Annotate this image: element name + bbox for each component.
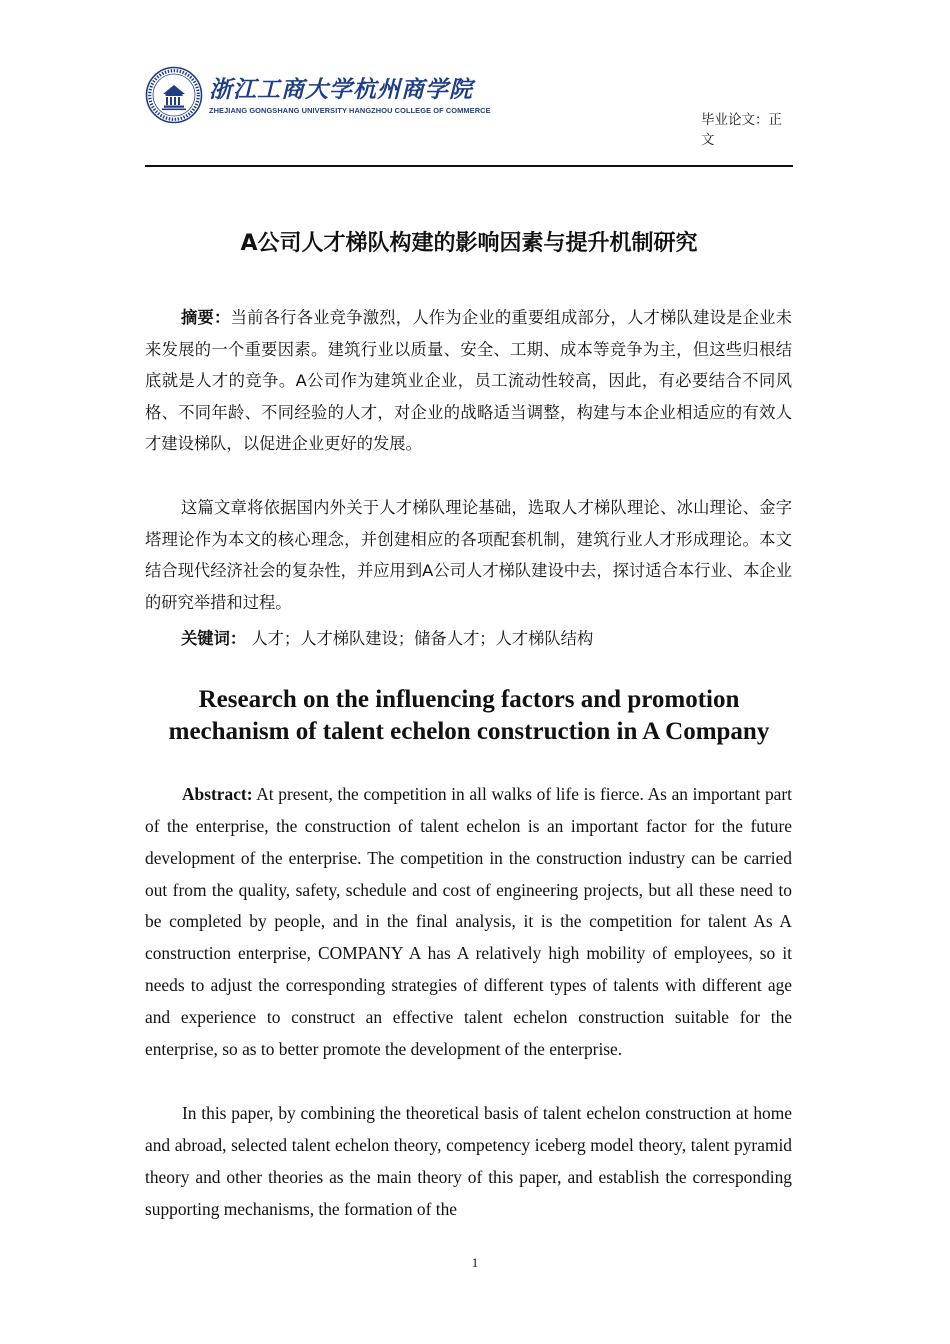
logo-name-en: ZHEJIANG GONGSHANG UNIVERSITY HANGZHOU COLLEGE OF COMMERCE (209, 106, 491, 115)
header-divider (145, 165, 793, 167)
page-number: 1 (471, 1255, 479, 1270)
thesis-label-text: 毕业论文：正文 (701, 112, 782, 148)
keywords-cn-label: 关键词： (181, 629, 247, 648)
abstract-cn-paragraph-1 (145, 302, 792, 460)
paper-title-en: Research on the influencing factors and promotion mechanism of talent echelon construction in A Company (168, 686, 770, 745)
logo-name-cn: 浙江工商大学杭州商学院 (209, 77, 473, 103)
keywords-cn (145, 623, 792, 655)
abstract-en-text-1: At present, the competition in all walks of life is fierce. As an important part of the enterprise, the construction of talent echelon is an important factor for the future development of the enterprise. The competition in the construction industry can be carried out from the quality, safety, schedule and cost of engineering projects, but all these need to be completed by people, and in the final analysis, it is the competition for talent As A construction enterprise, COMPANY A has A relatively high mobility of employees, so it needs to adjust the corresponding strategies of different types of talents with different age and experience to construct an effective talent echelon construction suitable for the enterprise, so as to better promote the development of the enterprise. (145, 784, 792, 1059)
thesis-label (145, 110, 793, 150)
abstract-en-paragraph-1 (145, 779, 792, 1066)
abstract-en-paragraph-2 (145, 1098, 792, 1225)
abstract-en-text-2: In this paper, by combining the theoretical basis of talent echelon construction at home and abroad, selected talent echelon theory, competency iceberg model theory, talent pyramid theory and other theories as the main theory of this paper, and establish the corresponding supporting mechanisms, the formation of the (145, 1103, 792, 1219)
abstract-cn-label: 摘要： (181, 308, 231, 327)
keywords-cn-text: 人才；人才梯队建设；储备人才；人才梯队结构 (251, 629, 594, 648)
abstract-cn-text-1: 当前各行各业竞争激烈，人作为企业的重要组成部分，人才梯队建设是企业未来发展的一个重要因素。建筑行业以质量、安全、工期、成本等竞争为主，但这些归根结底就是人才的竞争。A公司作为建筑业企业，员工流动性较高，因此，有必要结合不同风格、不同年龄、不同经验的人才，对企业的战略适当调整，构建与本企业相适应的有效人才建设梯队，以促进企业更好的发展。 (145, 308, 792, 454)
page-header (145, 62, 793, 168)
paper-title-cn: A公司人才梯队构建的影响因素与提升机制研究 (240, 231, 698, 256)
abstract-cn-paragraph-2 (145, 492, 792, 618)
abstract-en-label: Abstract: (182, 784, 253, 804)
abstract-cn-text-2: 这篇文章将依据国内外关于人才梯队理论基础，选取人才梯队理论、冰山理论、金字塔理论作为本文的核心理念，并创建相应的各项配套机制，建筑行业人才形成理论。本文结合现代经济社会的复杂性，并应用到A公司人才梯队建设中去，探讨适合本行业、本企业的研究举措和过程。 (145, 498, 792, 612)
